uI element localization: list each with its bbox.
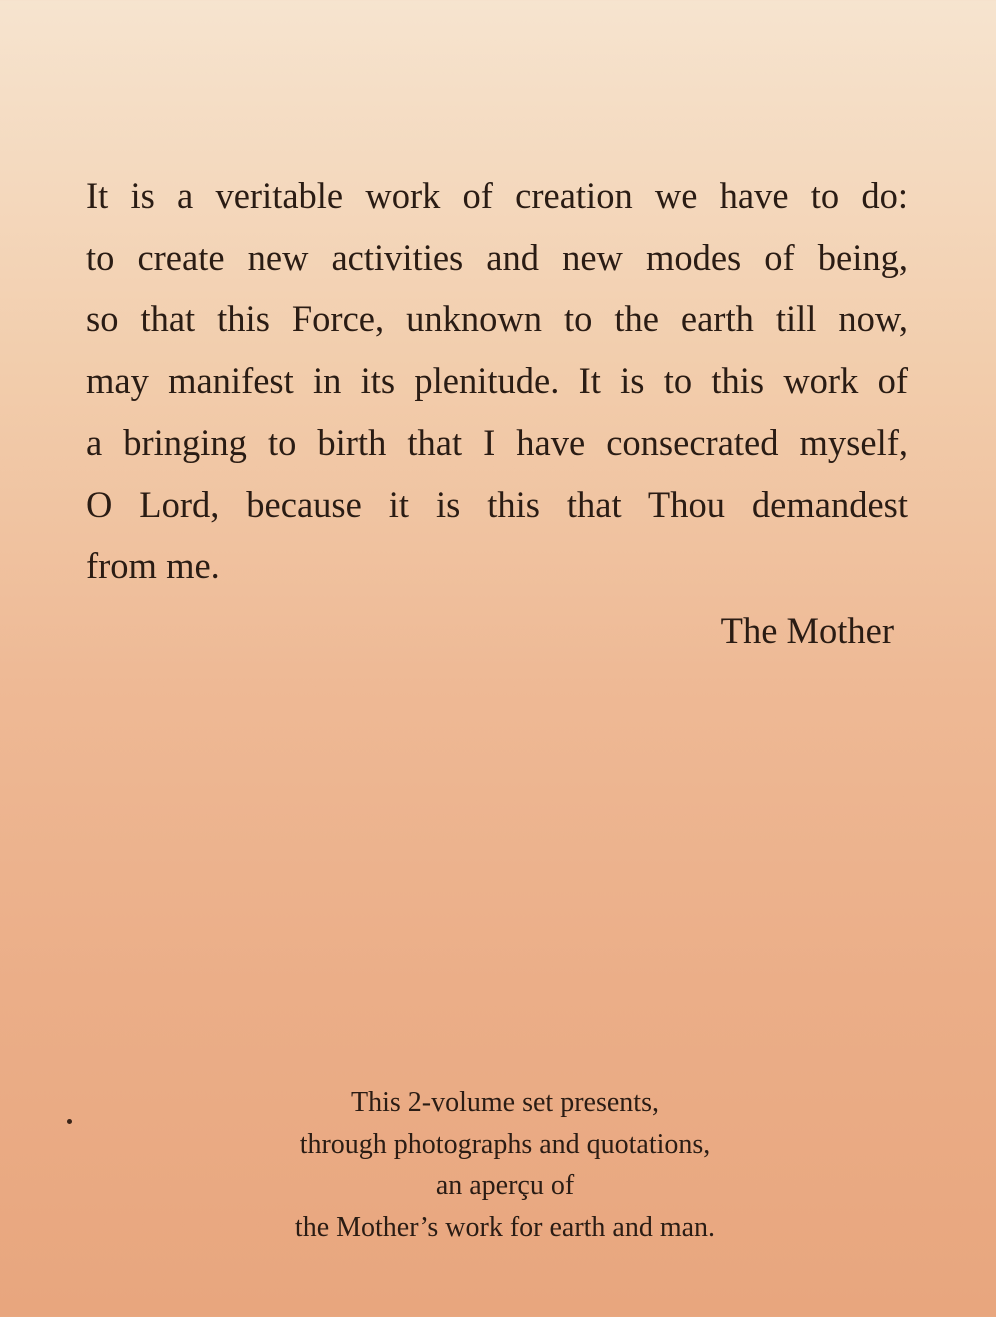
quote-line: O Lord, because it is this that Thou demandest	[86, 483, 908, 525]
quote-line: It is a veritable work of creation we have to do:	[86, 175, 908, 216]
mother-quote	[86, 165, 908, 597]
quote-attribution: The Mother	[720, 610, 894, 651]
description-line: the Mother’s work for earth and man.	[294, 1212, 716, 1244]
quote-line: so that this Force, unknown to the earth till now,	[86, 298, 908, 340]
quote-line: from me.	[86, 545, 220, 587]
book-set-description	[0, 1082, 996, 1249]
quote-line: to create new activities and new modes of being,	[86, 236, 908, 278]
quote-line: a bringing to birth that I have consecrated myself,	[86, 421, 908, 463]
description-line: This 2-volume set presents,	[351, 1087, 659, 1118]
description-line: an aperçu of	[435, 1170, 575, 1202]
description-line: through photographs and quotations,	[299, 1128, 711, 1160]
quote-line: may manifest in its plenitude. It is to this work of	[86, 360, 908, 402]
